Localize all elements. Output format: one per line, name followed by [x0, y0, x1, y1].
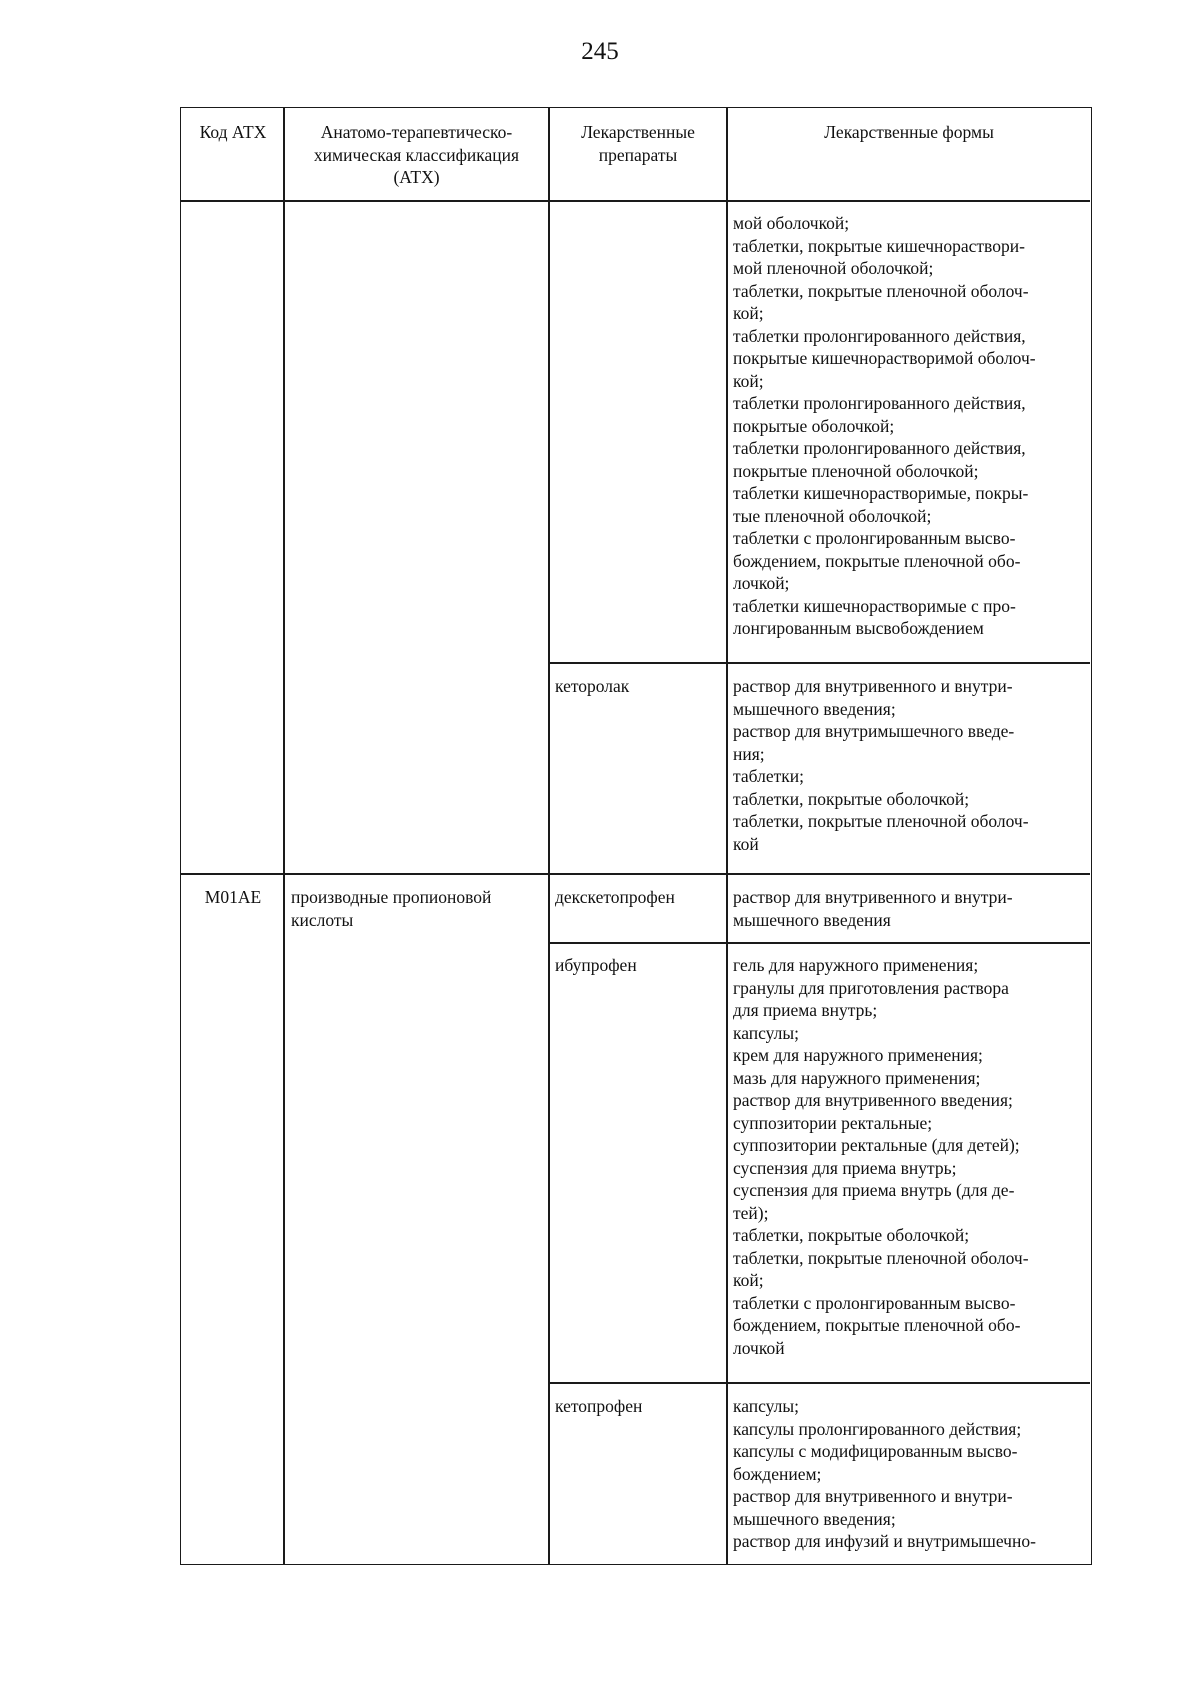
header-drugs: Лекарственные препараты: [581, 122, 695, 165]
classification-cell: производные пропионовой кислоты: [291, 887, 492, 930]
header-divider: [181, 200, 1090, 202]
drug-name-cell: декскетопрофен: [555, 887, 675, 907]
row-divider-2: [181, 873, 1090, 875]
drug-name-cell: кеторолак: [555, 676, 630, 696]
page-number: 245: [581, 38, 619, 65]
row-divider-3: [548, 942, 1090, 944]
drug-name-cell: ибупрофен: [555, 955, 637, 975]
header-code: Код АТХ: [199, 122, 267, 142]
dosage-forms-cell: раствор для внутривенного и внутри- мышечного введения; раствор для внутримышечного введе- ния; таблетки; таблетки, покрытые оболочкой; таблетки, покрытые пленочной оболоч- кой: [733, 676, 1029, 854]
dosage-forms-cell: гель для наружного применения; гранулы для приготовления раствора для приема внутрь; капсулы; крем для наружного применения; мазь для наружного применения; раствор для внутривенного введения; суппозитории ректальные; суппозитории ректальные (для детей); суспензия для приема внутрь; суспензия для приема внутрь (для де- тей); таблетки, покрытые оболочкой; таблетки, покрытые пленочной оболоч- кой; таблетки с пролонгированным высво- бождением, покрытые пленочной обо- лочкой: [733, 955, 1029, 1358]
col-divider-3: [726, 108, 728, 1564]
row-divider-4: [548, 1382, 1090, 1384]
dosage-forms-cell: раствор для внутривенного и внутри- мышечного введения: [733, 887, 1013, 930]
header-classification: Анатомо-терапевтическо- химическая классификация (АТХ): [313, 122, 520, 187]
header-forms: Лекарственные формы: [824, 122, 994, 142]
col-divider-2: [548, 108, 550, 1564]
dosage-forms-cell: капсулы; капсулы пролонгированного действия; капсулы с модифицированным высво- бождением; раствор для внутривенного и внутри- мышечного введения; раствор для инфузий и внутримышечно-: [733, 1396, 1036, 1551]
atc-code-cell: M01AE: [204, 887, 262, 907]
row-divider-1: [548, 662, 1090, 664]
drug-name-cell: кетопрофен: [555, 1396, 643, 1416]
atc-table: [180, 107, 1092, 1565]
dosage-forms-cell: мой оболочкой; таблетки, покрытые кишечнораствори- мой пленочной оболочкой; таблетки, покрытые пленочной оболоч- кой; таблетки пролонгированного действия, покрытые кишечнорастворимой оболоч- кой; таблетки пролонгированного действия, покрытые оболочкой; таблетки пролонгированного действия, покрытые пленочной оболочкой; таблетки кишечнорастворимые, покры- тые пленочной оболочкой; таблетки с пролонгированным высво- бождением, покрытые пленочной обо- лочкой; таблетки кишечнорастворимые с про- лонгированным высвобождением: [733, 213, 1036, 638]
col-divider-1: [283, 108, 285, 1564]
